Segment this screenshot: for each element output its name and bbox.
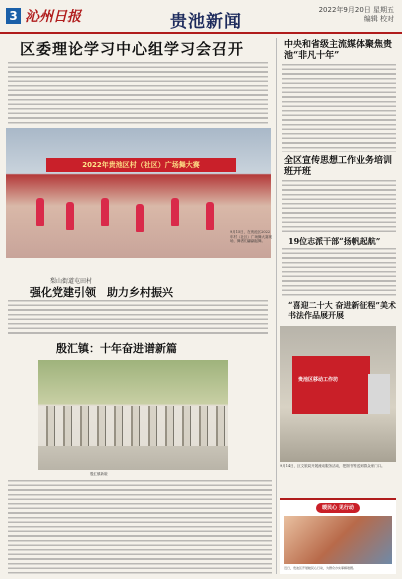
sub-kicker: 梨山街道屯田村	[50, 278, 93, 285]
right-headline-1: 中央和省级主流媒体聚焦贵池“非凡十年”	[284, 40, 393, 61]
promo-caption: 近日，贵池区开展暖民心行动，为群众办实事解难题。	[284, 566, 357, 570]
page-number: 3	[6, 8, 21, 24]
dancer	[136, 204, 144, 232]
masthead	[0, 0, 402, 34]
dancer	[101, 198, 109, 226]
truck-cab	[368, 374, 390, 414]
newspaper-logo: 沁州日报	[25, 9, 81, 25]
truck-photo	[280, 326, 396, 462]
truck-label: 贵池区移动工作坊	[298, 377, 339, 383]
issue-date: 2022年9月20日 星期五	[318, 6, 394, 14]
truck-caption: 9月14日，区文旅局开展流动服务活动，把图书等送到群众家门口。	[280, 464, 385, 468]
article-text-block	[282, 248, 396, 296]
village-photo	[38, 360, 228, 470]
article-text-block	[8, 300, 268, 336]
sub-headline-2: 殷汇镇：十年奋进谱新篇	[56, 342, 177, 355]
dancer	[66, 202, 74, 230]
dancer	[206, 202, 214, 230]
section-title: 贵池新闻	[170, 12, 242, 32]
date-line	[319, 6, 394, 24]
article-text-block	[282, 64, 396, 152]
editor-line: 编辑 校对	[363, 15, 394, 23]
column-divider	[276, 38, 277, 574]
promo-tag: 暖民心 见行动	[316, 503, 360, 513]
article-text-block	[8, 480, 272, 575]
promo-box	[280, 498, 396, 574]
promo-image	[284, 516, 392, 564]
truck-body	[292, 356, 370, 414]
dancer	[171, 198, 179, 226]
right-headline-2: 全区宣传思想工作业务培训班开班	[284, 156, 393, 177]
article-text-block	[8, 62, 268, 124]
photo-caption: 9月15日，在贵池区2022年村（社区）广场舞大赛现场，舞者们翩翩起舞。	[230, 230, 272, 244]
village-caption: 殷汇镇新貌	[90, 472, 108, 476]
article-text-block	[282, 180, 396, 232]
right-headline-4: “喜迎二十大 奋进新征程”美术书法作品展开展	[288, 300, 396, 320]
right-headline-3: 19位志派干部“扬帆起航”	[288, 236, 381, 246]
dancer	[36, 198, 44, 226]
village-houses	[38, 406, 228, 446]
main-headline: 区委理论学习中心组学习会召开	[20, 40, 245, 58]
photo-banner: 2022年贵池区村（社区）广场舞大赛	[46, 158, 236, 172]
sub-headline: 强化党建引领 助力乡村振兴	[30, 286, 173, 299]
